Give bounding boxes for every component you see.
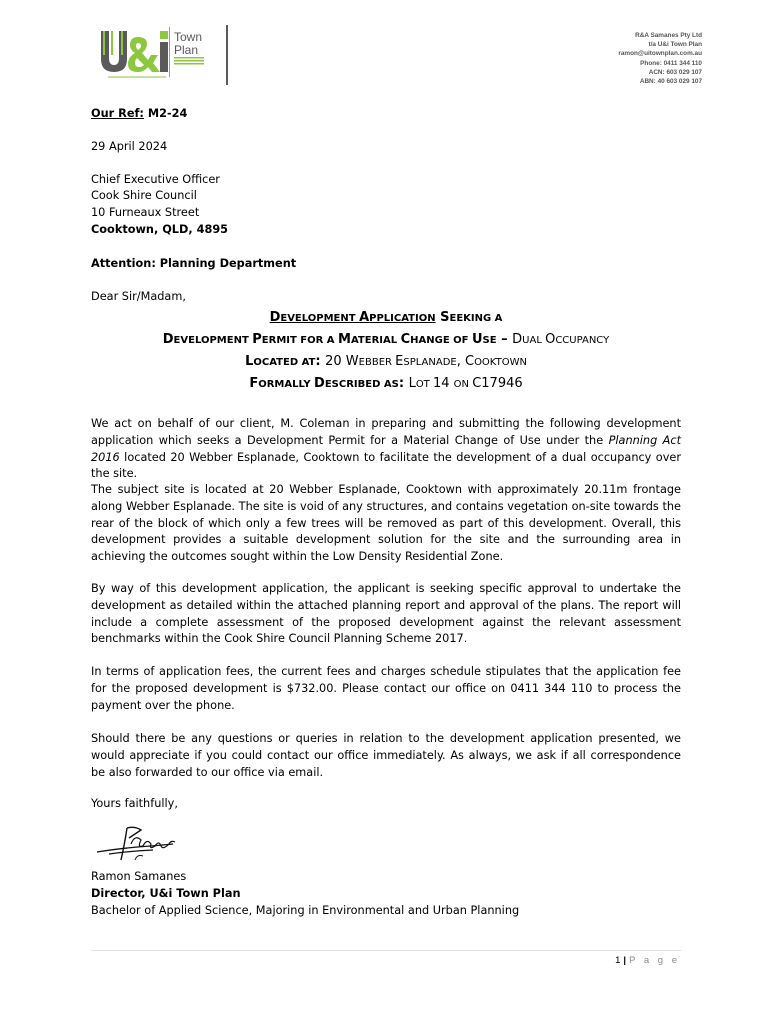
recipient-line-4: Cooktown, QLD, 4895 (91, 223, 229, 236)
heading-segment: S (435, 310, 450, 325)
heading-segment: ESCRIBED AS (324, 379, 399, 390)
salutation: Dear Sir/Madam, (91, 290, 186, 303)
heading-line-3 (91, 352, 681, 373)
heading-segment: D (314, 376, 325, 391)
company-email[interactable]: ramon@uitownplan.com.au (618, 50, 702, 58)
logo-plan-text: Plan (174, 43, 199, 57)
recipient-line-2: Cook Shire Council (91, 189, 197, 202)
heading-segment: ON (453, 379, 473, 390)
heading-segment: EVELOPMENT (173, 335, 253, 346)
page-footer (615, 955, 680, 966)
company-abn: ABN: 40 603 029 107 (639, 78, 702, 86)
signatory-title: Director, U&i Town Plan (91, 887, 241, 900)
signatory-qualification: Bachelor of Applied Science, Majoring in Environmental and Urban Planning (91, 904, 520, 917)
page-number: 1 (615, 955, 621, 966)
company-details (618, 31, 702, 86)
heading-segment: ORMALLY (258, 379, 315, 390)
company-name: R&A Samanes Pty Ltd (635, 32, 702, 39)
heading-segment: C (400, 332, 411, 347)
recipient-line-3: 10 Furneaux Street (91, 206, 200, 219)
heading-segment: P (252, 332, 262, 347)
heading-segment: : (315, 354, 326, 369)
attention-line: Attention: Planning Department (91, 257, 297, 270)
heading-segment: E (395, 354, 404, 369)
heading-segment: ATERIAL (350, 335, 401, 346)
heading-segment: D (269, 310, 281, 325)
heading-segment: CCUPANCY (555, 335, 610, 346)
planning-act-reference: Planning Act 2016 (91, 433, 682, 464)
heading-line-4 (91, 374, 681, 395)
heading-segment: D (512, 332, 523, 347)
heading-segment: A (359, 310, 370, 325)
company-phone: Phone: 0411 344 110 (640, 59, 702, 67)
heading-segment: EVELOPMENT (280, 313, 360, 324)
paragraph-2: The subject site is located at 20 Webber Esplanade, Cooktown with approximately 20.11m frontage along Webber Esplanade. The site is void of any structures, and contains vegetation on-site towards the rear of the block of which only a few trees will be removed as part of this development. Overall, this development provides a suitable development solution for the site and the surrounding area in achieving the outcomes sought within the Low Density Residential Zone. (91, 483, 681, 564)
heading-segment: L (245, 354, 254, 369)
heading-segment: 20 W (325, 354, 359, 369)
heading-segment: HANGE OF (410, 335, 472, 346)
heading-segment: PPLICATION (369, 313, 436, 324)
heading-segment: ERMIT FOR A (261, 335, 339, 346)
heading-segment: D (162, 332, 174, 347)
heading-segment: 14 (432, 376, 454, 391)
recipient-line-1: Chief Executive Officer (91, 173, 220, 186)
heading-segment: O (545, 332, 556, 347)
handwritten-signature (91, 824, 181, 866)
heading-segment: OCATED AT (253, 357, 316, 368)
reference-line (91, 106, 187, 122)
paragraph-1 (91, 416, 681, 483)
heading-segment: UAL (522, 335, 546, 346)
paragraph-5: Should there be any questions or queries in relation to the development application presented, we would appreciate if you could contact our office immediately. As always, we ask if all correspondence be also forwarded to our office via email. (91, 732, 681, 779)
company-logo (98, 25, 230, 85)
paragraph-4: In terms of application fees, the current fees and charges schedule stipulates that the application fee for the proposed development is $732.00. Please contact our office on 0411 344 110 to process the payment over the phone. (91, 665, 681, 712)
heading-segment: – (496, 332, 513, 347)
heading-segment: OOKTOWN (474, 357, 527, 368)
company-acn: ACN: 603 029 107 (648, 68, 702, 76)
letter-date: 29 April 2024 (91, 140, 168, 153)
paragraph-3: By way of this development application, the applicant is seeking specific approval to undertake the development as detailed within the attached planning report and approval of the plans. The report will include a complete assessment of the proposed development against the relevant assessment benchmarks within the Cook Shire Council Planning Scheme 2017. (91, 582, 681, 646)
closing: Yours faithfully, (91, 797, 178, 810)
heading-segment: SPLANADE (403, 357, 457, 368)
footer-separator: | (623, 955, 627, 966)
paragraph-1-text-a: We act on behalf of our client, M. Coleman in preparing and submitting the following development application which seeks a Development Permit for a Material Change of Use under the (91, 417, 681, 447)
logo-town-text: Town (174, 30, 203, 44)
footer-divider (91, 950, 681, 951)
heading-segment: L (408, 376, 416, 391)
heading-segment: , C (456, 354, 475, 369)
heading-segment: C17946 (472, 376, 523, 391)
heading-segment: EEKING A (449, 313, 503, 324)
heading-segment: SE (482, 335, 497, 346)
signatory-name: Ramon Samanes (91, 870, 187, 883)
heading-segment: OT (415, 379, 433, 390)
page-label: P a g e (629, 955, 680, 966)
heading-segment: EBBER (358, 357, 396, 368)
heading-segment: M (338, 332, 351, 347)
logo-mark (101, 31, 168, 77)
company-trading-name: t/a U&i Town Plan (648, 41, 702, 49)
reference-label: Our Ref: (91, 107, 144, 120)
heading-line-1 (91, 308, 681, 329)
heading-segment: U (471, 332, 483, 347)
heading-segment: : (398, 376, 409, 391)
heading-line-2 (91, 330, 681, 351)
reference-value: M2-24 (147, 107, 188, 120)
heading-segment: F (249, 376, 259, 391)
paragraph-1-text-b: located 20 Webber Esplanade, Cooktown to facilitate the development of a dual occupancy over the site. (91, 450, 681, 481)
